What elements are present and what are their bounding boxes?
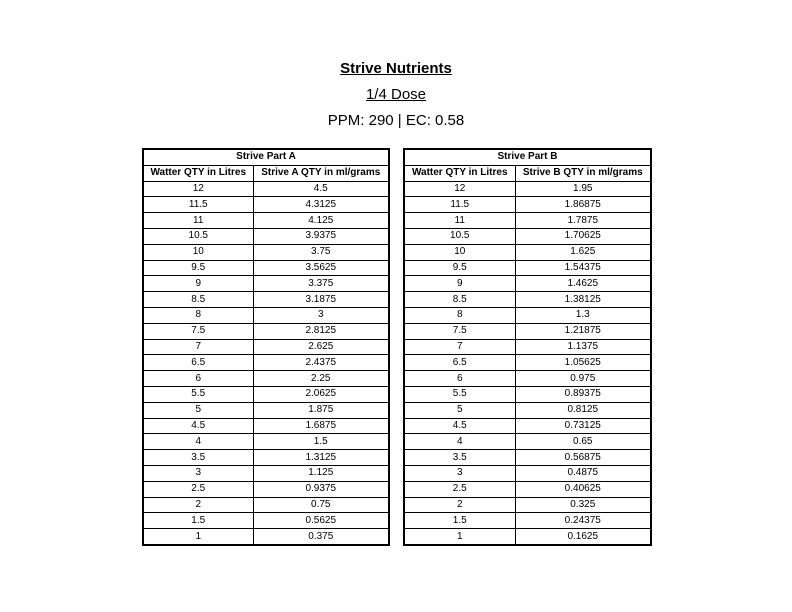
water-qty-cell: 10	[143, 244, 253, 260]
table-row	[404, 260, 651, 276]
table-row	[143, 418, 389, 434]
water-qty-cell: 11	[404, 213, 515, 229]
column-header-water: Watter QTY in Litres	[404, 165, 515, 181]
water-qty-cell: 11	[143, 213, 253, 229]
water-qty-cell: 5	[404, 402, 515, 418]
nutrient-qty-cell: 1.3	[515, 307, 651, 323]
table-row	[143, 292, 389, 308]
table-row	[404, 339, 651, 355]
water-qty-cell: 10.5	[404, 228, 515, 244]
water-qty-cell: 3	[404, 465, 515, 481]
table-row	[404, 529, 651, 545]
nutrient-qty-cell: 1.54375	[515, 260, 651, 276]
water-qty-cell: 2.5	[404, 481, 515, 497]
table-row	[143, 213, 389, 229]
water-qty-cell: 4.5	[404, 418, 515, 434]
nutrient-qty-cell: 1.5	[253, 434, 389, 450]
nutrient-qty-cell: 0.325	[515, 497, 651, 513]
table-row	[143, 181, 389, 197]
water-qty-cell: 4	[404, 434, 515, 450]
water-qty-cell: 8	[143, 307, 253, 323]
nutrient-qty-cell: 1.625	[515, 244, 651, 260]
nutrient-qty-cell: 1.38125	[515, 292, 651, 308]
water-qty-cell: 10.5	[143, 228, 253, 244]
table-row	[143, 529, 389, 545]
table-row	[143, 244, 389, 260]
water-qty-cell: 11.5	[143, 197, 253, 213]
nutrient-qty-cell: 3	[253, 307, 389, 323]
water-qty-cell: 3.5	[404, 450, 515, 466]
water-qty-cell: 6.5	[404, 355, 515, 371]
table-row	[143, 307, 389, 323]
table-body	[143, 181, 389, 545]
nutrient-qty-cell: 0.5625	[253, 513, 389, 529]
table-row	[404, 276, 651, 292]
nutrient-qty-cell: 1.86875	[515, 197, 651, 213]
table-row	[143, 339, 389, 355]
table-row	[404, 402, 651, 418]
water-qty-cell: 9	[143, 276, 253, 292]
water-qty-cell: 1	[143, 529, 253, 545]
nutrient-qty-cell: 4.3125	[253, 197, 389, 213]
nutrient-qty-cell: 1.6875	[253, 418, 389, 434]
nutrient-qty-cell: 0.975	[515, 371, 651, 387]
table-row	[143, 228, 389, 244]
water-qty-cell: 7	[404, 339, 515, 355]
water-qty-cell: 4	[143, 434, 253, 450]
table-row	[404, 181, 651, 197]
nutrient-qty-cell: 1.875	[253, 402, 389, 418]
nutrient-qty-cell: 2.0625	[253, 386, 389, 402]
strive-part-a-table	[142, 148, 390, 546]
nutrient-qty-cell: 2.625	[253, 339, 389, 355]
table-row	[143, 386, 389, 402]
water-qty-cell: 1	[404, 529, 515, 545]
table-row	[404, 307, 651, 323]
column-header-strive-b: Strive B QTY in ml/grams	[515, 165, 651, 181]
water-qty-cell: 9	[404, 276, 515, 292]
water-qty-cell: 1.5	[404, 513, 515, 529]
water-qty-cell: 5	[143, 402, 253, 418]
water-qty-cell: 9.5	[143, 260, 253, 276]
nutrient-qty-cell: 0.8125	[515, 402, 651, 418]
water-qty-cell: 8	[404, 307, 515, 323]
water-qty-cell: 6	[404, 371, 515, 387]
table-row	[404, 465, 651, 481]
table-row	[404, 197, 651, 213]
table-row	[404, 386, 651, 402]
water-qty-cell: 6.5	[143, 355, 253, 371]
nutrient-qty-cell: 0.89375	[515, 386, 651, 402]
nutrient-qty-cell: 0.56875	[515, 450, 651, 466]
table-body	[404, 181, 651, 545]
nutrient-qty-cell: 3.75	[253, 244, 389, 260]
nutrient-qty-cell: 3.1875	[253, 292, 389, 308]
water-qty-cell: 11.5	[404, 197, 515, 213]
nutrient-qty-cell: 1.95	[515, 181, 651, 197]
table-row	[143, 450, 389, 466]
water-qty-cell: 6	[143, 371, 253, 387]
nutrient-qty-cell: 1.3125	[253, 450, 389, 466]
table-title: Strive Part B	[404, 149, 651, 165]
table-row	[143, 402, 389, 418]
dose-subtitle: 1/4 Dose	[365, 86, 427, 103]
table-row	[404, 244, 651, 260]
water-qty-cell: 5.5	[143, 386, 253, 402]
water-qty-cell: 12	[404, 181, 515, 197]
nutrient-qty-cell: 1.21875	[515, 323, 651, 339]
water-qty-cell: 7	[143, 339, 253, 355]
water-qty-cell: 8.5	[404, 292, 515, 308]
column-header-water: Watter QTY in Litres	[143, 165, 253, 181]
ppm-ec-specs: PPM: 290 | EC: 0.58	[327, 112, 465, 129]
table-row	[404, 497, 651, 513]
water-qty-cell: 4.5	[143, 418, 253, 434]
table-row	[404, 213, 651, 229]
table-row	[404, 355, 651, 371]
nutrient-qty-cell: 0.375	[253, 529, 389, 545]
nutrient-qty-cell: 3.5625	[253, 260, 389, 276]
table-row	[404, 450, 651, 466]
table-row	[404, 418, 651, 434]
water-qty-cell: 5.5	[404, 386, 515, 402]
page-title: Strive Nutrients	[340, 60, 452, 77]
water-qty-cell: 7.5	[143, 323, 253, 339]
table-row	[143, 481, 389, 497]
nutrient-qty-cell: 1.70625	[515, 228, 651, 244]
nutrient-qty-cell: 0.4875	[515, 465, 651, 481]
nutrient-qty-cell: 1.05625	[515, 355, 651, 371]
nutrient-qty-cell: 4.125	[253, 213, 389, 229]
nutrient-qty-cell: 0.65	[515, 434, 651, 450]
table-row	[404, 371, 651, 387]
table-row	[404, 513, 651, 529]
table-row	[143, 276, 389, 292]
table-row	[404, 228, 651, 244]
nutrient-qty-cell: 2.8125	[253, 323, 389, 339]
nutrient-qty-cell: 1.4625	[515, 276, 651, 292]
nutrient-qty-cell: 0.73125	[515, 418, 651, 434]
water-qty-cell: 3	[143, 465, 253, 481]
water-qty-cell: 3.5	[143, 450, 253, 466]
table-row	[143, 371, 389, 387]
water-qty-cell: 10	[404, 244, 515, 260]
strive-part-b-table	[403, 148, 652, 546]
nutrient-qty-cell: 0.9375	[253, 481, 389, 497]
nutrient-qty-cell: 2.25	[253, 371, 389, 387]
nutrient-qty-cell: 0.40625	[515, 481, 651, 497]
nutrient-qty-cell: 1.1375	[515, 339, 651, 355]
nutrient-qty-cell: 3.9375	[253, 228, 389, 244]
nutrient-qty-cell: 0.75	[253, 497, 389, 513]
table-row	[404, 323, 651, 339]
column-header-strive-a: Strive A QTY in ml/grams	[253, 165, 389, 181]
table-row	[143, 197, 389, 213]
table-row	[404, 481, 651, 497]
nutrient-qty-cell: 0.1625	[515, 529, 651, 545]
table-row	[143, 497, 389, 513]
table-row	[404, 292, 651, 308]
water-qty-cell: 2	[143, 497, 253, 513]
table-title: Strive Part A	[143, 149, 389, 165]
water-qty-cell: 12	[143, 181, 253, 197]
water-qty-cell: 9.5	[404, 260, 515, 276]
table-row	[143, 465, 389, 481]
nutrient-qty-cell: 1.125	[253, 465, 389, 481]
nutrient-qty-cell: 3.375	[253, 276, 389, 292]
table-row	[404, 434, 651, 450]
nutrient-qty-cell: 1.7875	[515, 213, 651, 229]
water-qty-cell: 2	[404, 497, 515, 513]
water-qty-cell: 8.5	[143, 292, 253, 308]
table-row	[143, 355, 389, 371]
table-row	[143, 323, 389, 339]
water-qty-cell: 1.5	[143, 513, 253, 529]
water-qty-cell: 2.5	[143, 481, 253, 497]
nutrient-qty-cell: 0.24375	[515, 513, 651, 529]
table-row	[143, 513, 389, 529]
water-qty-cell: 7.5	[404, 323, 515, 339]
nutrient-qty-cell: 2.4375	[253, 355, 389, 371]
nutrient-qty-cell: 4.5	[253, 181, 389, 197]
table-row	[143, 260, 389, 276]
table-row	[143, 434, 389, 450]
